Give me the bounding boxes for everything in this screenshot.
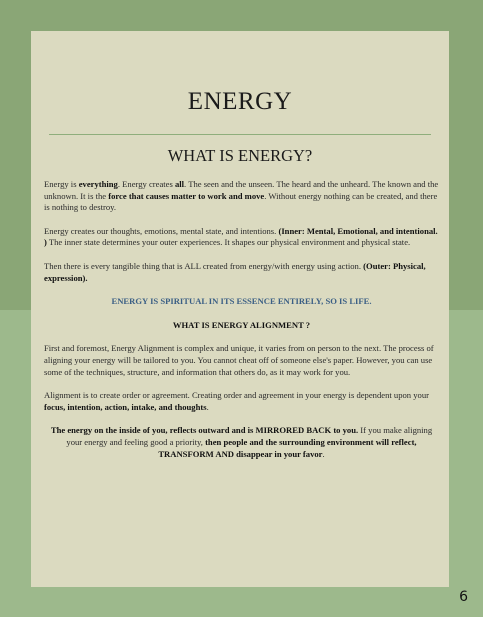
paragraph-6: The energy on the inside of you, reflects outward and is MIRRORED BACK to you. If you make aligning your energy and feeling good a priority, then people and the surrounding environment will reflect, TRANSFORM AND disappear in your favor.: [50, 425, 433, 459]
page-paper: [31, 31, 449, 587]
paragraph-3: Then there is every tangible thing that is ALL created from energy/with energy using action. (Outer: Physical, expression).: [44, 260, 426, 283]
paragraph-2: Energy creates our thoughts, emotions, mental state, and intentions. (Inner: Mental, Emotional, and intentional. ) The inner state determines your outer experiences. It shapes our physical environment and physical state.: [44, 225, 438, 248]
body-text: [44, 179, 439, 472]
paragraph-4: First and foremost, Energy Alignment is complex and unique, it varies from on person to the next. The process of aligning your energy will be tailored to you. You cannot cheat off of someone else's paper. However, you can use some of the techniques, structure, and information that others do, as it may work for you.: [44, 343, 434, 377]
paragraph-5: Alignment is to create order or agreement. Creating order and agreement in your energy is dependent upon your focus, intention, action, intake, and thoughts.: [44, 390, 429, 412]
page-subtitle: WHAT IS ENERGY?: [167, 146, 313, 165]
section-heading-alignment: WHAT IS ENERGY ALIGNMENT ?: [172, 319, 311, 330]
page-title: ENERGY: [187, 88, 293, 115]
paragraph-1: Energy is everything. Energy creates all. The seen and the unseen. The heard and the unheard. The known and the unknown. It is the force that causes matter to work and move. Without energy nothing can be created, and there is nothing to destroy.: [44, 179, 439, 213]
spiritual-statement: ENERGY IS SPIRITUAL IN ITS ESSENCE ENTIRELY, SO IS LIFE.: [111, 296, 372, 307]
title-divider: [49, 134, 431, 135]
page-number: 6: [459, 589, 468, 605]
